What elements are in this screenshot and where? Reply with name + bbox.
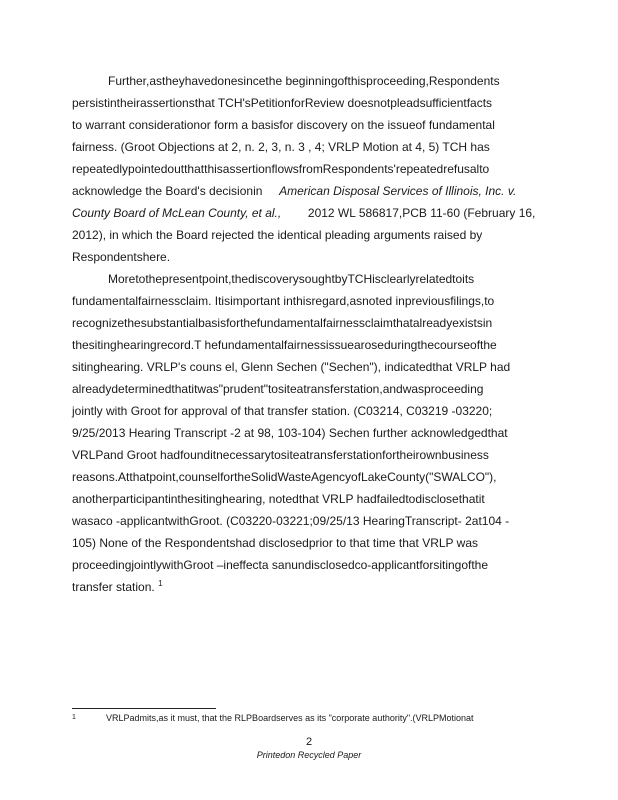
text-line: 2012), in which the Board rejected the identical pleading arguments raised by [72,228,483,242]
text-line: 9/25/2013 Hearing Transcript -2 at 98, 103-104) Sechen further acknowledgedthat [72,426,508,440]
text-line: jointly with Groot for approval of that transfer station. (C03214, C03219 -03220; [72,404,493,418]
text-line: anotherparticipantinthesitinghearing, notedthat VRLP hadfailedtodisclosethatit [72,492,485,506]
body-text [72,70,546,598]
text-line: thesitinghearingrecord.T hefundamentalfairnessissuearoseduringthecourseofthe [72,338,497,352]
text-line: wasaco -applicantwithGroot. (C03220-03221;09/25/13 HearingTranscript- 2at104 - [72,514,510,528]
text-line: Moretothepresentpoint,thediscoverysoughtbyTCHisclearlyrelatedtoits [108,272,475,286]
text-line: alreadydeterminedthatitwas"prudent"tositeatransferstation,andwasproceeding [72,382,484,396]
text-line: 105) None of the Respondentshad disclosedprior to that time that VRLP was [72,536,479,550]
text-line: reasons.Atthatpoint,counselfortheSolidWasteAgencyofLakeCounty("SWALCO"), [72,470,497,484]
text-line: fundamentalfairnessclaim. Itisimportant inthisregard,asnoted inpreviousfilings,to [72,294,495,308]
text-line: Further,astheyhavedonesincethe beginningofthisproceeding,Respondents [108,74,500,88]
footnote [72,712,552,724]
page-number: 2 [305,736,313,748]
footnote-reference[interactable]: 1 [158,579,163,588]
footnote-mark: 1 [72,714,76,721]
citation-tail: 2012 WL 586817,PCB 11-60 (February 16, [281,206,536,220]
text-line: fairness. (Groot Objections at 2, n. 2, 3, n. 3 , 4; VRLP Motion at 4, 5) TCH has [72,140,490,154]
text-line: recognizethesubstantialbasisforthefundamentalfairnessclaimthatalreadyexistsin [72,316,493,330]
recycled-paper-note: Printedon Recycled Paper [256,750,362,760]
case-citation: American Disposal Services of Illinois, Inc. v. [279,184,517,198]
paragraph-2 [72,268,546,598]
text-line: repeatedlypointedoutthatthisassertionflowsfromRespondents'repeatedrefusalto [72,162,490,176]
text-line: persistintheirassertionsthat TCH'sPetitionforReview doesnotpleadsufficientfacts [72,96,493,110]
case-citation-continued: County Board of McLean County, et al., [72,206,282,220]
footnote-divider [72,708,216,709]
text-line [72,180,546,202]
text-line: proceedingjointlywithGroot –ineffecta sanundisclosedco-applicantforsitingofthe [72,558,489,572]
footnote-text: VRLPadmits,as it must, that the RLPBoardserves as its "corporate authority".(VRLPMotionat [106,713,474,723]
text-line [72,202,546,224]
text-line: to warrant considerationor form a basisfor discovery on the issueof fundamental [72,118,495,132]
text-segment: transfer station. [72,580,155,594]
text-line: VRLPand Groot hadfounditnecessarytositeatransferstationfortheirownbusiness [72,448,489,462]
paragraph-1 [72,70,546,268]
text-segment: acknowledge the Board's decisionin [72,184,263,198]
text-line [72,576,546,598]
text-line: sitinghearing. VRLP's couns el, Glenn Sechen ("Sechen"), indicatedthat VRLP had [72,360,511,374]
text-line: Respondentshere. [72,250,171,264]
